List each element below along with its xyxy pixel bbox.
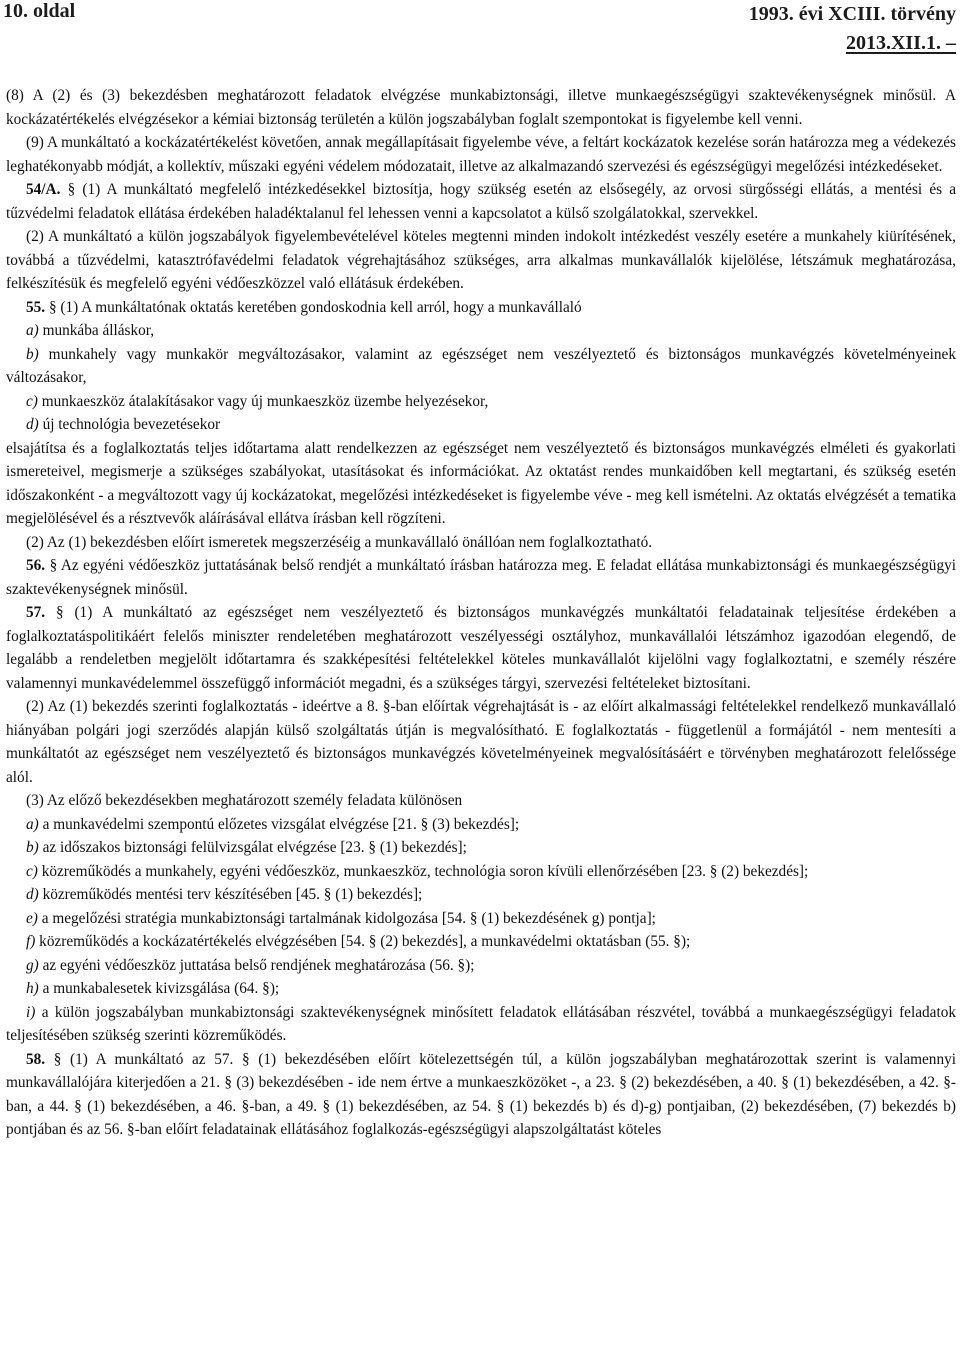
section-number: 55. (26, 298, 46, 316)
list-item: b) munkahely vagy munkakör megváltozásakor, valamint az egészséget nem veszélyeztető és biztonságos munkavégzés követelményeinek változásakor, (6, 345, 956, 386)
list-item: e) a megelőzési stratégia munkabiztonsági tartalmának kidolgozása [54. § (1) bekezdésének g) pontja]; (26, 909, 656, 927)
list-item: g) az egyéni védőeszköz juttatása belső rendjének meghatározása (56. §); (26, 956, 475, 974)
paragraph: (8) A (2) és (3) bekezdésben meghatározott feladatok elvégzése munkabiztonsági, illetve munkaegészségügyi szaktevékenységnek minősül. A kockázatértékelés elvégzésekor a kémiai biztonság területén a külön jogszabályban foglalt szempontokat is figyelembe kell venni. (6, 87, 956, 128)
law-title (749, 0, 956, 58)
list-marker: b) (26, 345, 39, 363)
list-marker: a) (26, 815, 39, 833)
law-title-line2: 2013.XII.1. – (845, 32, 956, 54)
list-marker: d) (26, 886, 39, 903)
list-marker: d) (26, 416, 39, 433)
paragraph: (2) Az (1) bekezdés szerinti foglalkoztatás - ideértve a 8. §-ban előírtak végrehajtását is - az előírt alkalmassági feltételekkel rendelkező munkavállaló hiányában polgári jogi szerződés alapján külső szolgáltatás útján is megvalósítható. E foglalkoztatás - függetlenül a formájától - nem mentesíti a munkáltatót az egészséget nem veszélyeztető és biztonságos munkavégzés követelményeinek megvalósításáért e törvényben meghatározott felelőssége alól. (6, 698, 956, 786)
section-number: 58. (26, 1050, 46, 1068)
law-title-line1: 1993. évi XCIII. törvény (748, 3, 956, 25)
paragraph: 54/A. § (1) A munkáltató megfelelő intézkedésekkel biztosítja, hogy szükség esetén az elsősegély, az orvosi sürgősségi ellátás, a mentési és a tűzvédelmi feladatok ellátása érdekében haladéktalanul fel lehessen venni a kapcsolatot a külső szolgálatokkal, szervekkel. (6, 181, 956, 222)
list-item: f) közreműködés a kockázatértékelés elvégzésében [54. § (2) bekezdés], a munkavédelmi oktatásban (55. §); (26, 933, 691, 950)
list-marker: b) (26, 839, 39, 856)
list-marker: a) (26, 322, 39, 339)
paragraph: 55. § (1) A munkáltatónak oktatás keretében gondoskodnia kell arról, hogy a munkavállaló (26, 298, 582, 316)
list-item: c) munkaeszköz átalakításakor vagy új munkaeszköz üzembe helyezésekor, (26, 392, 489, 410)
list-item: d) új technológia bevezetésekor (26, 416, 221, 433)
list-item: c) közreműködés a munkahely, egyéni védőeszköz, munkaeszköz, technológia soron kívüli ellenőrzésében [23. § (2) bekezdés]; (26, 862, 809, 880)
section-number: 54/A. (26, 181, 61, 198)
list-item: d) közreműködés mentési terv készítésében [45. § (1) bekezdés]; (26, 886, 423, 903)
list-marker: c) (26, 862, 38, 880)
section-number: 57. (26, 604, 46, 621)
list-item: a) a munkavédelmi szempontú előzetes vizsgálat elvégzése [21. § (3) bekezdés]; (26, 815, 520, 833)
list-marker: e) (26, 909, 38, 927)
paragraph: 58. § (1) A munkáltató az 57. § (1) bekezdésében előírt kötelezettségén túl, a külön jogszabályban meghatározottak szerint is valamennyi munkavállalójára kiterjedően a 21. § (3) bekezdésében - ide nem értve a munkaeszközöket -, a 23. § (2) bekezdésében, a 40. § (1) bekezdésében, a 42. §-ban, a 44. § (1) bekezdésében, a 46. §-ban, a 49. § (1) bekezdésében, az 54. § (1) bekezdés b) és d)-g) pontjaiban, (2) bekezdésében, (7) bekezdés b) pontjában és az 56. §-ban előírt feladatainak ellátásához foglalkozás-egészségügyi alapszolgáltatást köteles (6, 1050, 956, 1138)
list-marker: i) (26, 1003, 36, 1021)
list-marker: h) (26, 980, 39, 997)
page-number: 10. oldal (3, 0, 76, 22)
document-body (6, 84, 956, 1142)
paragraph: (2) Az (1) bekezdésben előírt ismeretek megszerzéséig a munkavállaló önállóan nem foglalkoztatható. (26, 533, 653, 551)
page-header (0, 0, 960, 60)
list-item: b) az időszakos biztonsági felülvizsgálat elvégzése [23. § (1) bekezdés]; (26, 839, 467, 856)
paragraph: (2) A munkáltató a külön jogszabályok figyelembevételével köteles megtenni minden indokolt intézkedést veszély esetére a munkahely kiürítésének, továbbá a tűzvédelmi, katasztrófavédelmi feladatok végrehajtásához szükséges, arra alkalmas munkavállalók kijelölése, létszámuk meghatározása, felkészítésük és megfelelő egyéni védőeszközzel való ellátásuk érdekében. (6, 228, 956, 292)
list-item: h) a munkabalesetek kivizsgálása (64. §); (26, 980, 280, 997)
paragraph: 56. § Az egyéni védőeszköz juttatásának belső rendjét a munkáltató írásban határozza meg. E feladat ellátása munkabiztonsági és munkaegészségügyi szaktevékenységnek minősül. (6, 557, 956, 598)
paragraph: 57. § (1) A munkáltató az egészséget nem veszélyeztető és biztonságos munkavégzés munkáltatói feladatainak teljesítése érdekében a foglalkoztatáspolitikáért felelős miniszter rendeletében meghatározott veszélyességi osztályhoz, munkavállalói létszámhoz igazodóan elegendő, de legalább a rendeletben megjelölt időtartamra és szakképesítési feltételekkel köteles munkavállalót kijelölni vagy foglalkoztatni, e személy részére valamennyi munkavédelemmel összefüggő információt megadni, és a szükséges tárgyi, szervezési feltételeket biztosítani. (6, 604, 956, 692)
list-marker: g) (26, 956, 39, 974)
list-item: a) munkába álláskor, (26, 322, 155, 339)
list-item: i) a külön jogszabályban munkabiztonsági szaktevékenységnek minősített feladatok ellátásában részvétel, továbbá a munkaegészségügyi feladatok teljesítésében szükség szerinti közreműködés. (6, 1003, 956, 1044)
paragraph: elsajátítsa és a foglalkoztatás teljes időtartama alatt rendelkezzen az egészséget nem veszélyeztető és biztonságos munkavégzés elméleti és gyakorlati ismereteivel, megismerje a szükséges szabályokat, utasításokat és információkat. Az oktatást rendes munkaidőben kell megtartani, és szükség esetén időszakonként - a megváltozott vagy új kockázatokat, megelőzési intézkedéseket is figyelembe véve - meg kell ismételni. Az oktatás elvégzését a tematika megjelölésével és a résztvevők aláírásával ellátva írásban kell rögzíteni. (6, 439, 956, 527)
paragraph: (3) Az előző bekezdésekben meghatározott személy feladata különösen (26, 792, 463, 809)
list-marker: c) (26, 392, 38, 410)
list-marker: f) (26, 933, 36, 950)
paragraph: (9) A munkáltató a kockázatértékelést követően, annak megállapításait figyelembe véve, a feltárt kockázatok kezelése során határozza meg a védekezés leghatékonyabb módját, a kollektív, műszaki egyéni védelem módozatait, illetve az alkalmazandó szervezési és egészségügyi megelőzési intézkedéseket. (6, 134, 956, 175)
section-number: 56. (26, 557, 46, 574)
